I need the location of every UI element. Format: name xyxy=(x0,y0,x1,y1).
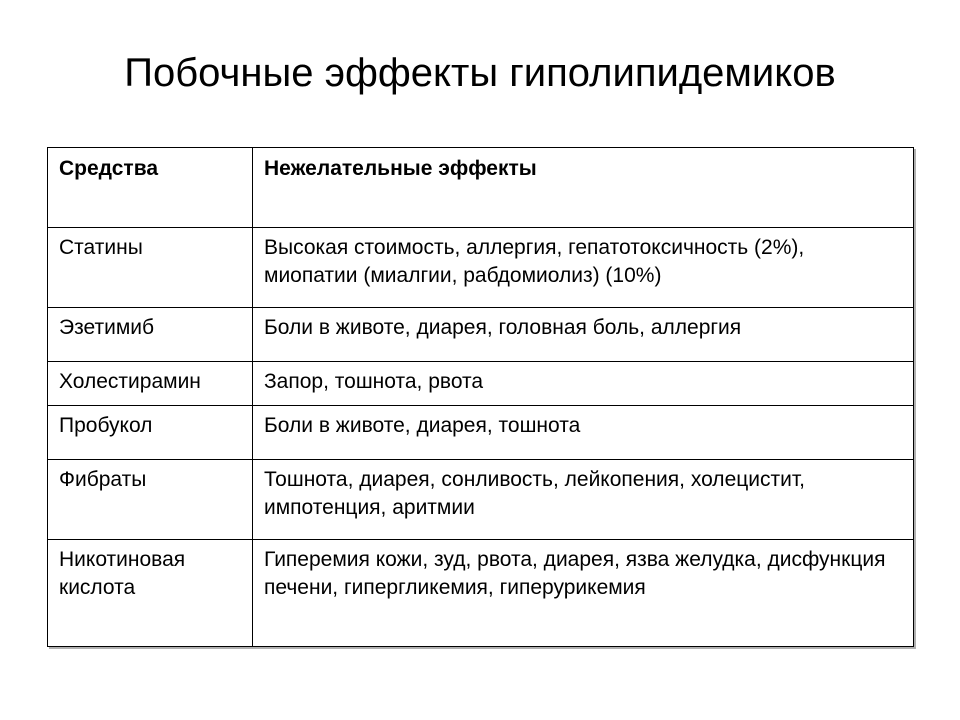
effects-cell: Высокая стоимость, аллергия, гепатотоксичность (2%), миопатии (миалгии, рабдомиолиз) (10%) xyxy=(253,228,914,308)
slide-title: Побочные эффекты гиполипидемиков xyxy=(124,51,836,95)
table-row xyxy=(48,460,914,540)
effects-cell: Боли в животе, диарея, тошнота xyxy=(253,406,914,460)
side-effects-table xyxy=(47,147,914,647)
drug-cell: Фибраты xyxy=(48,460,253,540)
table-header-row xyxy=(48,148,914,228)
drug-cell: Статины xyxy=(48,228,253,308)
drug-cell: Эзетимиб xyxy=(48,308,253,362)
header-drugs: Средства xyxy=(48,148,253,228)
drug-cell: Пробукол xyxy=(48,406,253,460)
table-row xyxy=(48,540,914,647)
header-effects: Нежелательные эффекты xyxy=(253,148,914,228)
table-row xyxy=(48,362,914,406)
table-row xyxy=(48,228,914,308)
effects-cell: Тошнота, диарея, сонливость, лейкопения, холецистит, импотенция, аритмии xyxy=(253,460,914,540)
drug-cell: Холестирамин xyxy=(48,362,253,406)
table-row xyxy=(48,406,914,460)
drug-cell: Никотиновая кислота xyxy=(48,540,253,647)
effects-cell: Боли в животе, диарея, головная боль, аллергия xyxy=(253,308,914,362)
table-row xyxy=(48,308,914,362)
effects-cell: Гиперемия кожи, зуд, рвота, диарея, язва желудка, дисфункция печени, гипергликемия, гиперурикемия xyxy=(253,540,914,647)
effects-cell: Запор, тошнота, рвота xyxy=(253,362,914,406)
